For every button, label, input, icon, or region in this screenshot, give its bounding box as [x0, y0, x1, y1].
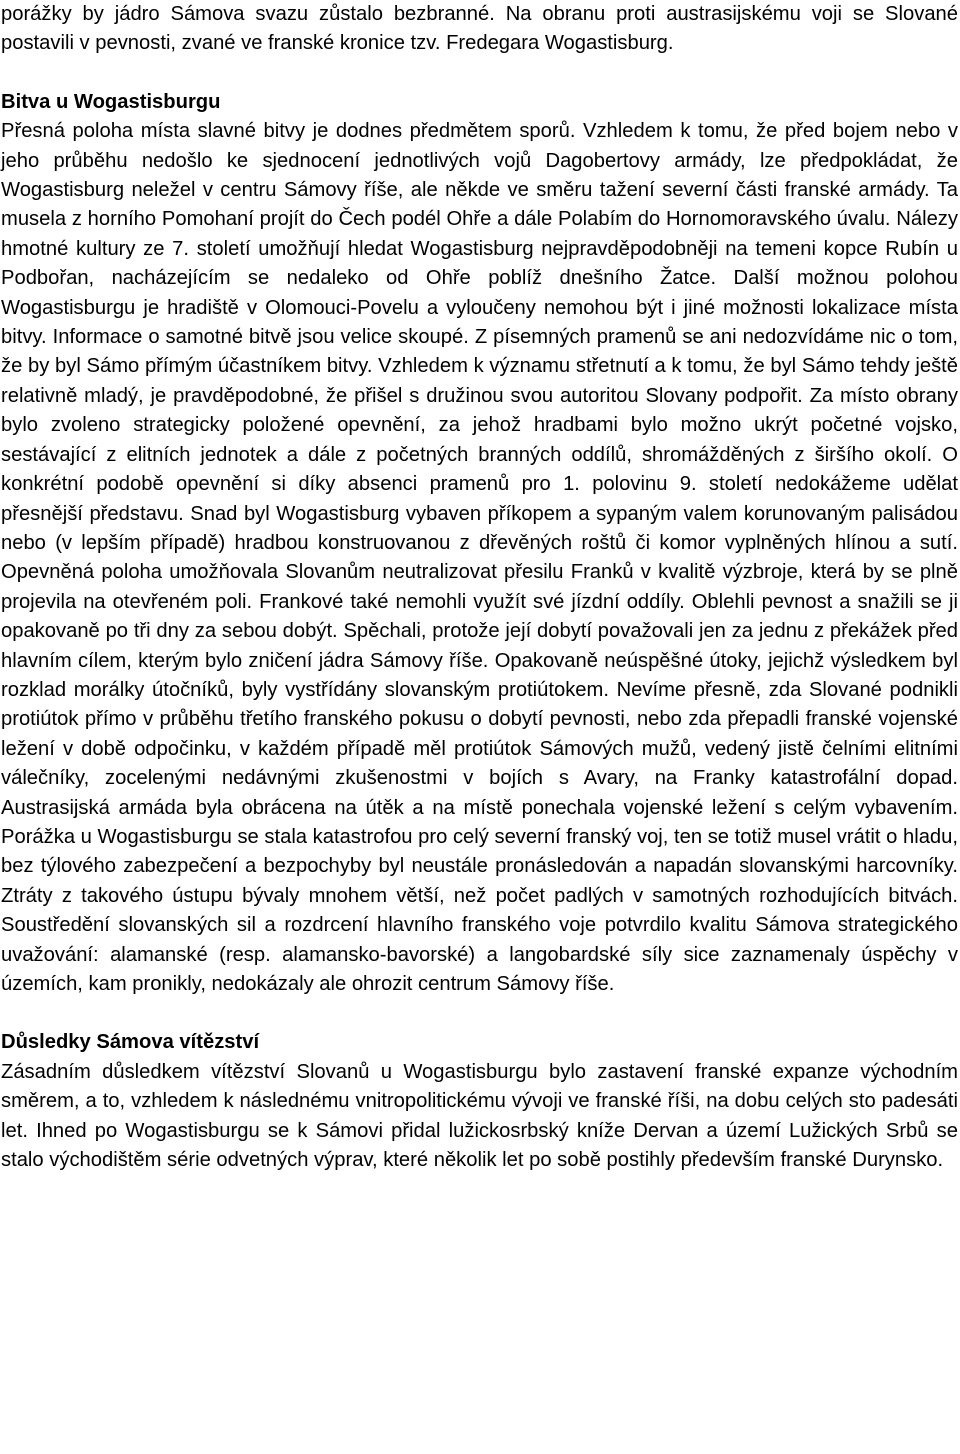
- section-heading-consequences: Důsledky Sámova vítězství: [1, 1031, 260, 1054]
- battle-paragraph: Přesná poloha místa slavné bitvy je dodnes předmětem sporů. Vzhledem k tomu, že před bojem nebo v jeho průběhu nedošlo ke sjednocení jednotlivých vojů Dagobertovy armády, lze předpokládat, že Wogastisburg neležel v centru Sámovy říše, ale někde ve směru tažení severní části franské armády. Ta musela z horního Pomohaní projít do Čech podél Ohře a dále Polabím do Hornomoravského úvalu. Nálezy hmotné kultury ze 7. století umožňují hledat Wogastisburg nejpravděpodobněji na temeni kopce Rubín u Podbořan, nacházejícím se nedaleko od Ohře poblíž dnešního Žatce. Další možnou polohou Wogastisburgu je hradiště v Olomouci-Povelu a vyloučeny nemohou být i jiné možnosti lokalizace místa bitvy. Informace o samotné bitvě jsou velice skoupé. Z písemných pramenů se ani nedozvídáme nic o tom, že by byl Sámo přímým účastníkem bitvy. Vzhledem k významu střetnutí a k tomu, že byl Sámo tehdy ještě relativně mladý, je pravděpodobné, že přišel s družinou svou autoritou Slovany podpořit. Za místo obrany bylo zvoleno strategicky položené opevnění, za jehož hradbami bylo možno ukrýt početné vojsko, sestávající z elitních jednotek a dále z početných branných oddílů, shromážděných z širšího okolí. O konkrétní podobě opevnění si díky absenci pramenů pro 1. polovinu 9. století nedokážeme udělat přesnější představu. Snad byl Wogastisburg vybaven příkopem a sypaným valem korunovaným palisádou nebo (v lepším případě) hradbou konstruovanou z dřevěných roštů či komor vyplněných hlínou a sutí. Opevněná poloha umožňovala Slovanům neutralizovat přesilu Franků v kvalitě výzbroje, která by se plně projevila na otevřeném poli. Frankové také nemohli využít své jízdní oddíly. Oblehli pevnost a snažili se ji opakovaně po tři dny za sebou dobýt. Spěchali, protože její dobytí považovali jen za jednu z překážek před hlavním cílem, kterým bylo zničení jádra Sámovy říše. Opakovaně neúspěšné útoky, jejichž výsledkem byl rozklad morálky útočníků, byly vystřídány slovanským protiútokem. Nevíme přesně, zda Slované podnikli protiútok přímo v průběhu třetího franského pokusu o dobytí pevnosti, nebo zda přepadli franské vojenské ležení v době odpočinku, v každém případě měl protiútok Sámových mužů, vedený jistě čelními elitními válečníky, zocelenými nedávnými zkušenostmi v bojích s Avary, na Franky katastrofální dopad. Austrasijská armáda byla obrácena na útěk a na místě ponechala vojenské ležení s celým vybavením. Porážka u Wogastisburgu se stala katastrofou pro celý severní franský voj, ten se totiž musel vrátit o hladu, bez týlového zabezpečení a bezpochyby byl neustále pronásledován a napadán slovanskými harcovníky. Ztráty z takového ústupu bývaly mnohem větší, než počet padlých v samotných rozhodujících bitvách. Soustředění slovanských sil a rozdrcení hlavního franského voje potvrdilo kvalitu Sámova strategického uvažování: alamanské (resp. alamansko-bavorské) a langobardské síly sice zaznamenaly úspěchy v územích, kam pronikly, nedokázaly ale ohrozit centrum Sámovy říše.: [1, 120, 958, 995]
- consequences-paragraph: Zásadním důsledkem vítězství Slovanů u Wogastisburgu bylo zastavení franské expanze východním směrem, a to, vzhledem k následnému vnitropolitickému vývoji ve franské říši, na dobu celých sto padesáti let. Ihned po Wogastisburgu se k Sámovi přidal lužickosrbský kníže Dervan a území Lužických Srbů se stalo východištěm série odvetných výprav, které několik let po sobě postihly především franské Durynsko.: [1, 1060, 958, 1172]
- paragraph-spacer: [1, 999, 958, 1028]
- intro-paragraph: porážky by jádro Sámova svazu zůstalo bezbranné. Na obranu proti austrasijskému voji se Slované postavili v pevnosti, zvané ve franské kronice tzv. Fredegara Wogastisburg.: [1, 3, 958, 55]
- section-heading-battle: Bitva u Wogastisburgu: [1, 90, 221, 113]
- paragraph-spacer: [1, 59, 958, 88]
